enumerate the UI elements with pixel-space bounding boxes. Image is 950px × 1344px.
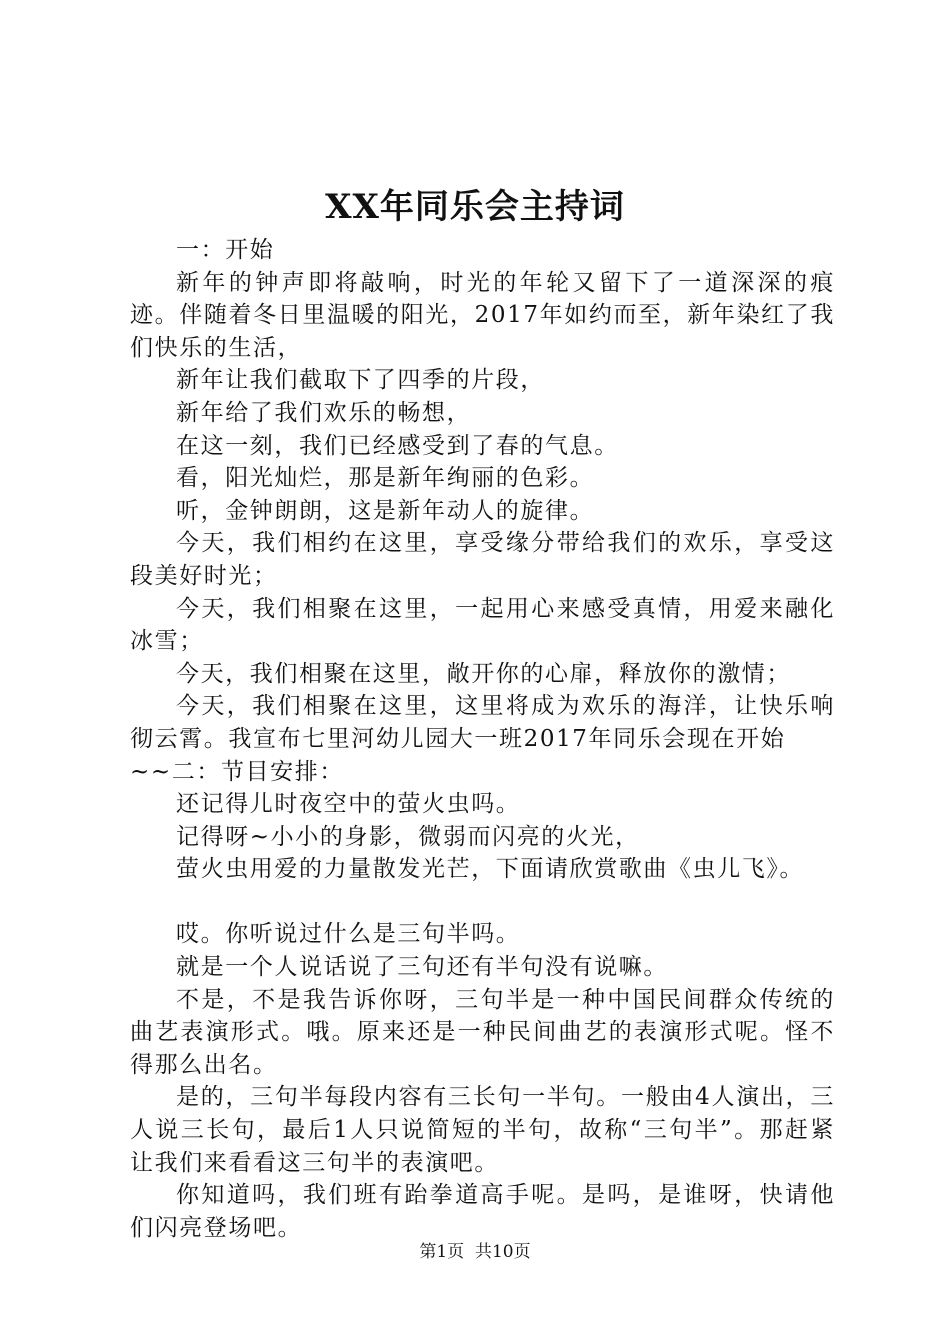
paragraph: 看，阳光灿烂，那是新年绚丽的色彩。 bbox=[176, 465, 595, 492]
paragraph: 还记得儿时夜空中的萤火虫吗。 bbox=[176, 791, 521, 818]
section-heading: ~~二：节目安排： bbox=[130, 758, 344, 785]
paragraph: 记得呀~小小的身影，微弱而闪亮的火光， bbox=[176, 823, 640, 850]
paragraph: 哎。你听说过什么是三句半吗。 bbox=[176, 921, 521, 948]
page-footer: 第1页 共10页 bbox=[419, 1242, 531, 1262]
paragraph: 今天，我们相聚在这里，一起用心来感受真情，用爱来融化冰雪； bbox=[130, 595, 835, 655]
paragraph: 新年让我们截取下了四季的片段， bbox=[176, 367, 545, 394]
paragraph: 今天，我们相约在这里，享受缘分带给我们的欢乐，享受这段美好时光； bbox=[130, 530, 835, 589]
document-body bbox=[130, 234, 835, 1244]
paragraph: 听，金钟朗朗，这是新年动人的旋律。 bbox=[176, 497, 595, 524]
blank-line bbox=[130, 886, 835, 919]
paragraph: 萤火虫用爱的力量散发光芒，下面请欣赏歌曲《虫儿飞》。 bbox=[176, 856, 805, 883]
document-title: XX年同乐会主持词 bbox=[325, 187, 625, 227]
paragraph: 新年给了我们欢乐的畅想， bbox=[176, 399, 472, 426]
paragraph: 一：开始 bbox=[176, 237, 275, 263]
paragraph: 是的，三句半每段内容有三长句一半句。一般由4人演出，三人说三长句，最后1人只说简短的半句，故称“三句半”。那赶紧让我们来看看这三句半的表演吧。 bbox=[130, 1084, 835, 1176]
paragraph: 新年的钟声即将敲响，时光的年轮又留下了一道深深的痕迹。伴随着冬日里温暖的阳光，2017年如约而至，新年染红了我们快乐的生活， bbox=[130, 269, 835, 361]
paragraph: 今天，我们相聚在这里，敞开你的心扉，释放你的激情； bbox=[176, 660, 791, 687]
paragraph: 今天，我们相聚在这里，这里将成为欢乐的海洋，让快乐响彻云霄。我宣布七里河幼儿园大一班2017年同乐会现在开始 bbox=[130, 693, 835, 752]
paragraph: 在这一刻，我们已经感受到了春的气息。 bbox=[176, 432, 619, 459]
paragraph: 你知道吗，我们班有跆拳道高手呢。是吗，是谁呀，快请他们闪亮登场吧。 bbox=[130, 1182, 835, 1241]
paragraph: 就是一个人说话说了三句还有半句没有说嘛。 bbox=[176, 954, 668, 981]
paragraph: 不是，不是我告诉你呀，三句半是一种中国民间群众传统的曲艺表演形式。哦。原来还是一种民间曲艺的表演形式呢。怪不得那么出名。 bbox=[130, 986, 835, 1078]
